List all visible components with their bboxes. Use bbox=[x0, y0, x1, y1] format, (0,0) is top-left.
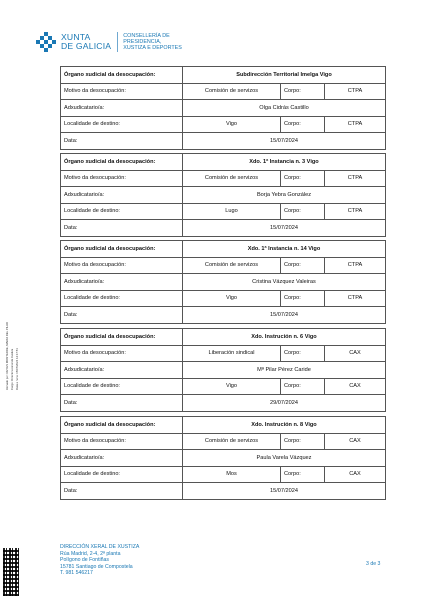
row-data bbox=[61, 307, 385, 323]
footer-area: Polígono de Fontiñas bbox=[60, 557, 110, 564]
value-adxudicatario: Borja Yebra González bbox=[256, 191, 312, 198]
value-adxudicatario: Olga Cidrás Castillo bbox=[259, 104, 309, 111]
dept-line-1: CONSELLERÍA DE bbox=[123, 33, 170, 39]
value-localidade: Mos bbox=[183, 467, 281, 483]
value-data: 15/07/2024 bbox=[270, 311, 298, 318]
row-adxudicatario bbox=[61, 274, 385, 291]
value-localidade: Vigo bbox=[183, 291, 281, 307]
value-corpo: CTPA bbox=[347, 262, 363, 269]
value-corpo: CTPA bbox=[347, 88, 363, 95]
label-motivo: Motivo da desocupación: bbox=[61, 434, 183, 450]
label-motivo: Motivo da desocupación: bbox=[61, 171, 183, 187]
label-corpo: Corpo: bbox=[281, 346, 325, 362]
page-number: 3 de 3 bbox=[366, 561, 381, 567]
row-localidade bbox=[61, 117, 385, 134]
value-data: 15/07/2024 bbox=[270, 487, 298, 494]
value-localidade: Vigo bbox=[183, 379, 281, 395]
row-adxudicatario bbox=[61, 362, 385, 379]
label-localidade: Localidade de destino: bbox=[61, 291, 183, 307]
row-organo bbox=[61, 67, 385, 84]
value-corpo: CTPA bbox=[347, 175, 363, 182]
label-adxudicatario: Adxudicatario/a: bbox=[61, 274, 183, 290]
footer-phone: T. 981 546217 bbox=[60, 570, 93, 577]
label-corpo: Corpo: bbox=[281, 171, 325, 187]
dept-line-3: XUSTIZA E DEPORTES bbox=[123, 45, 182, 51]
value-corpo: CAX bbox=[349, 438, 361, 445]
row-motivo bbox=[61, 258, 385, 275]
value-motivo: Comisión de servizos bbox=[183, 258, 281, 274]
value-organo: Xdo. Instrución n. 8 Vigo bbox=[251, 421, 317, 428]
row-adxudicatario bbox=[61, 100, 385, 117]
value-localidade: Lugo bbox=[183, 204, 281, 220]
row-organo bbox=[61, 154, 385, 171]
value-corpo-destino: CAX bbox=[349, 471, 361, 478]
row-localidade bbox=[61, 204, 385, 221]
logo-text bbox=[61, 33, 111, 50]
logo-line-2: DE GALICIA bbox=[61, 41, 112, 51]
row-data bbox=[61, 133, 385, 149]
label-corpo-destino: Corpo: bbox=[281, 117, 325, 133]
row-localidade bbox=[61, 379, 385, 396]
assignment-block bbox=[60, 240, 386, 324]
label-localidade: Localidade de destino: bbox=[61, 379, 183, 395]
row-localidade bbox=[61, 291, 385, 308]
footer-city: 15781 Santiago de Compostela bbox=[60, 563, 133, 570]
row-organo bbox=[61, 417, 385, 434]
label-organo: Órgano xudicial da desocupación: bbox=[61, 241, 183, 257]
label-organo: Órgano xudicial da desocupación: bbox=[61, 154, 183, 170]
label-organo: Órgano xudicial da desocupación: bbox=[61, 67, 183, 83]
qr-code-icon bbox=[3, 548, 19, 596]
row-data bbox=[61, 483, 385, 499]
label-corpo-destino: Corpo: bbox=[281, 379, 325, 395]
label-corpo: Corpo: bbox=[281, 84, 325, 100]
logo-line-1: XUNTA bbox=[61, 32, 91, 43]
label-data: Data: bbox=[61, 307, 183, 323]
row-data bbox=[61, 220, 385, 236]
value-organo: Xdo. Instrución n. 6 Vigo bbox=[251, 333, 317, 340]
value-motivo: Liberación sindical bbox=[183, 346, 281, 362]
assignment-block bbox=[60, 416, 386, 500]
label-data: Data: bbox=[61, 483, 183, 499]
signature-strip bbox=[3, 300, 23, 392]
label-motivo: Motivo da desocupación: bbox=[61, 84, 183, 100]
row-adxudicatario bbox=[61, 187, 385, 204]
footer-department: DIRECCIÓN XERAL DE XUSTIZA bbox=[60, 544, 140, 550]
value-corpo: CAX bbox=[349, 350, 361, 357]
label-motivo: Motivo da desocupación: bbox=[61, 346, 183, 362]
value-localidade: Vigo bbox=[183, 117, 281, 133]
signature-line-3: Data e hora: 15/07/2024 14:17:51 bbox=[15, 348, 19, 390]
assignment-block bbox=[60, 66, 386, 150]
row-organo bbox=[61, 241, 385, 258]
label-organo: Órgano xudicial da desocupación: bbox=[61, 417, 183, 433]
label-corpo-destino: Corpo: bbox=[281, 467, 325, 483]
signature-line-2: Cargo: Directora xeral de Xustiza bbox=[10, 348, 14, 390]
label-data: Data: bbox=[61, 133, 183, 149]
row-motivo bbox=[61, 171, 385, 188]
logo-divider bbox=[117, 32, 118, 52]
value-organo: Subdirección Territorial Imelga Vigo bbox=[236, 71, 332, 78]
value-adxudicatario: Mª Pilar Pérez Caride bbox=[257, 366, 311, 373]
label-corpo: Corpo: bbox=[281, 434, 325, 450]
value-motivo: Comisión de servizos bbox=[183, 171, 281, 187]
value-motivo: Comisión de servizos bbox=[183, 434, 281, 450]
value-corpo-destino: CTPA bbox=[347, 295, 363, 302]
label-localidade: Localidade de destino: bbox=[61, 204, 183, 220]
label-motivo: Motivo da desocupación: bbox=[61, 258, 183, 274]
label-data: Data: bbox=[61, 220, 183, 236]
label-adxudicatario: Adxudicatario/a: bbox=[61, 187, 183, 203]
value-motivo: Comisión de servizos bbox=[183, 84, 281, 100]
label-adxudicatario: Adxudicatario/a: bbox=[61, 450, 183, 466]
label-corpo: Corpo: bbox=[281, 258, 325, 274]
header bbox=[36, 30, 182, 54]
value-organo: Xdo. 1ª Instancia n. 14 Vigo bbox=[247, 245, 321, 252]
label-adxudicatario: Adxudicatario/a: bbox=[61, 100, 183, 116]
label-organo: Órgano xudicial da desocupación: bbox=[61, 329, 183, 345]
signature-line-1: Asinado por: REYES MONTERDE, MARIA DEL PILAR bbox=[5, 322, 9, 390]
xunta-logo-icon bbox=[36, 32, 56, 52]
row-localidade bbox=[61, 467, 385, 484]
value-data: 15/07/2024 bbox=[270, 224, 298, 231]
value-data: 29/07/2024 bbox=[270, 399, 298, 406]
row-data bbox=[61, 395, 385, 411]
value-corpo-destino: CTPA bbox=[347, 208, 363, 215]
value-adxudicatario: Paula Varela Vázquez bbox=[256, 454, 312, 461]
label-localidade: Localidade de destino: bbox=[61, 117, 183, 133]
row-motivo bbox=[61, 84, 385, 101]
footer-address bbox=[60, 544, 139, 577]
value-corpo-destino: CAX bbox=[349, 383, 361, 390]
label-localidade: Localidade de destino: bbox=[61, 467, 183, 483]
value-adxudicatario: Cristina Vázquez Valeiras bbox=[252, 278, 316, 285]
footer-street: Rúa Madrid, 2-4, 2ª planta bbox=[60, 550, 121, 557]
row-organo bbox=[61, 329, 385, 346]
label-data: Data: bbox=[61, 395, 183, 411]
row-adxudicatario bbox=[61, 450, 385, 467]
label-adxudicatario: Adxudicatario/a: bbox=[61, 362, 183, 378]
value-data: 15/07/2024 bbox=[270, 137, 298, 144]
assignment-block bbox=[60, 328, 386, 412]
value-organo: Xdo. 1ª Instancia n. 3 Vigo bbox=[249, 158, 319, 165]
label-corpo-destino: Corpo: bbox=[281, 204, 325, 220]
department-name bbox=[123, 33, 182, 51]
row-motivo bbox=[61, 346, 385, 363]
row-motivo bbox=[61, 434, 385, 451]
value-corpo-destino: CTPA bbox=[347, 121, 363, 128]
dept-line-2: PRESIDENCIA, bbox=[123, 39, 162, 45]
assignment-block bbox=[60, 153, 386, 237]
label-corpo-destino: Corpo: bbox=[281, 291, 325, 307]
